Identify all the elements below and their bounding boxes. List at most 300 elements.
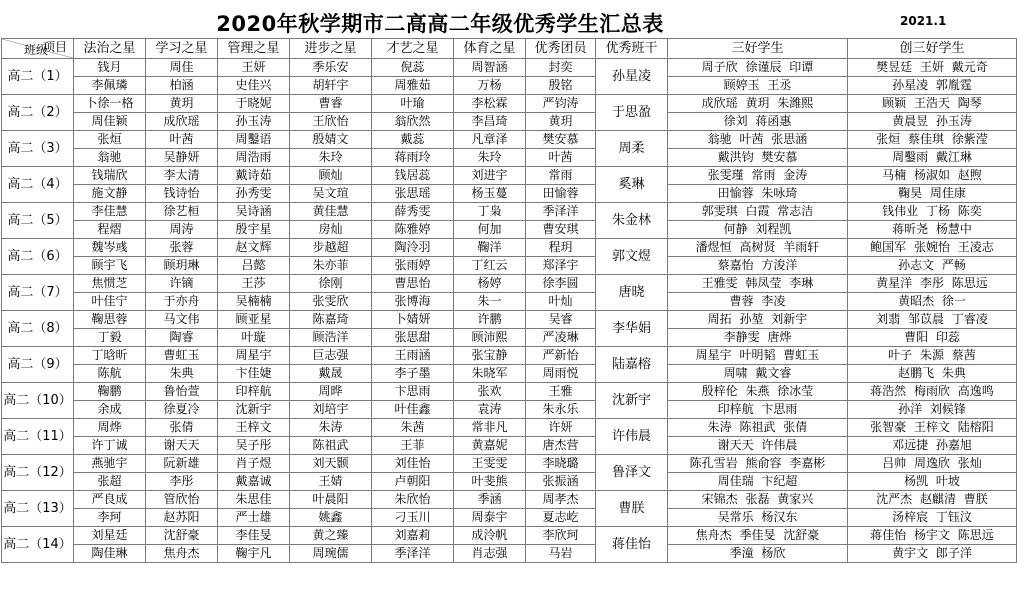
student-name-cell: 叶茜 xyxy=(526,149,596,167)
student-name-cell: 周雨悦 xyxy=(526,365,596,383)
student-name-cell: 孙玉涛 xyxy=(218,113,290,131)
award-names-cell: 郭雯琪 白霞 常志洁 xyxy=(668,203,848,221)
student-name-cell: 成泠帆 xyxy=(454,527,526,545)
outstanding-cadre-cell: 奚琳 xyxy=(596,167,668,203)
student-name-cell: 房灿 xyxy=(290,221,372,239)
student-name-cell: 曹睿 xyxy=(290,95,372,113)
table-row xyxy=(2,293,1017,311)
student-name-cell: 周佳 xyxy=(146,59,218,77)
student-name-cell: 叶璇 xyxy=(218,329,290,347)
award-names-cell: 沈严杰 赵麒清 曹朕 xyxy=(848,491,1017,509)
student-name-cell: 阮新雄 xyxy=(146,455,218,473)
student-name-cell: 徐刚 xyxy=(290,275,372,293)
student-name-cell: 许丁诚 xyxy=(74,437,146,455)
student-name-cell: 刘嘉莉 xyxy=(372,527,454,545)
student-name-cell: 鲁怡萱 xyxy=(146,383,218,401)
student-name-cell: 刁玉川 xyxy=(372,509,454,527)
student-name-cell: 周佳颖 xyxy=(74,113,146,131)
table-row xyxy=(2,455,1017,473)
student-name-cell: 李佩璘 xyxy=(74,77,146,95)
student-name-cell: 许镝 xyxy=(146,275,218,293)
student-name-cell: 倪蕊 xyxy=(372,59,454,77)
student-name-cell: 顾亚星 xyxy=(218,311,290,329)
student-name-cell: 李昌琦 xyxy=(454,113,526,131)
student-name-cell: 樊安慕 xyxy=(526,131,596,149)
student-name-cell: 巨志强 xyxy=(290,347,372,365)
award-names-cell: 孙星凌 郭胤霆 xyxy=(848,77,1017,95)
column-header: 优秀班干 xyxy=(596,39,668,59)
student-name-cell: 张思瑶 xyxy=(372,185,454,203)
student-name-cell: 朱晓军 xyxy=(454,365,526,383)
student-name-cell: 王雅 xyxy=(526,383,596,401)
student-name-cell: 叶斐熊 xyxy=(454,473,526,491)
table-row xyxy=(2,203,1017,221)
table-row xyxy=(2,185,1017,203)
award-names-cell: 黄星洋 李彤 陈思远 xyxy=(848,275,1017,293)
column-header: 法治之星 xyxy=(74,39,146,59)
outstanding-cadre-cell: 唐晓 xyxy=(596,275,668,311)
student-name-cell: 戴蕊 xyxy=(372,131,454,149)
award-names-cell: 鞠昊 周佳康 xyxy=(848,185,1017,203)
award-names-cell: 季潼 杨欣 xyxy=(668,545,848,563)
student-name-cell: 许鹏 xyxy=(454,311,526,329)
student-name-cell: 陶睿 xyxy=(146,329,218,347)
table-row xyxy=(2,437,1017,455)
student-name-cell: 吴子彤 xyxy=(218,437,290,455)
class-name-cell: 高二（10） xyxy=(2,383,74,419)
table-row xyxy=(2,113,1017,131)
student-name-cell: 张宝静 xyxy=(454,347,526,365)
student-name-cell: 张倩 xyxy=(146,419,218,437)
outstanding-cadre-cell: 沈新宇 xyxy=(596,383,668,419)
outstanding-cadre-cell: 郭文煜 xyxy=(596,239,668,275)
student-name-cell: 周烨 xyxy=(74,419,146,437)
award-names-cell: 谢天天 许伟晨 xyxy=(668,437,848,455)
student-name-cell: 王菲 xyxy=(372,437,454,455)
student-name-cell: 殷婧文 xyxy=(290,131,372,149)
column-header: 优秀团员 xyxy=(526,39,596,59)
award-names-cell: 周鑿雨 戴江琳 xyxy=(848,149,1017,167)
student-name-cell: 朱玲 xyxy=(454,149,526,167)
award-names-cell: 蔡嘉怡 方浚洋 xyxy=(668,257,848,275)
student-name-cell: 周鑿语 xyxy=(218,131,290,149)
student-name-cell: 陶佳琳 xyxy=(74,545,146,563)
student-name-cell: 肖志强 xyxy=(454,545,526,563)
award-names-cell: 翁驰 叶茜 张思涵 xyxy=(668,131,848,149)
table-row xyxy=(2,77,1017,95)
student-name-cell: 周孝杰 xyxy=(526,491,596,509)
award-names-cell: 何静 刘程凯 xyxy=(668,221,848,239)
award-names-cell: 蒋佳怡 杨宇文 陈思远 xyxy=(848,527,1017,545)
student-name-cell: 刘培宇 xyxy=(290,401,372,419)
student-name-cell: 曹安琪 xyxy=(526,221,596,239)
outstanding-cadre-cell: 陆嘉榕 xyxy=(596,347,668,383)
award-names-cell: 蒋昕尧 杨慧中 xyxy=(848,221,1017,239)
student-name-cell: 王婧 xyxy=(290,473,372,491)
student-name-cell: 李欣珂 xyxy=(526,527,596,545)
student-name-cell: 朱欣怡 xyxy=(372,491,454,509)
outstanding-cadre-cell: 李华娟 xyxy=(596,311,668,347)
student-name-cell: 郑泽宇 xyxy=(526,257,596,275)
table-row xyxy=(2,221,1017,239)
award-names-cell: 杨凯 叶坡 xyxy=(848,473,1017,491)
student-name-cell: 焦惯芝 xyxy=(74,275,146,293)
outstanding-cadre-cell: 曹朕 xyxy=(596,491,668,527)
student-name-cell: 张烜 xyxy=(74,131,146,149)
student-name-cell: 黄佳慧 xyxy=(290,203,372,221)
student-name-cell: 戴晟 xyxy=(290,365,372,383)
class-name-cell: 高二（8） xyxy=(2,311,74,347)
student-name-cell: 姚鑫 xyxy=(290,509,372,527)
award-names-cell: 顾颖 王浩天 陶琴 xyxy=(848,95,1017,113)
student-name-cell: 许妍 xyxy=(526,419,596,437)
award-names-cell: 顾婷玉 王丞 xyxy=(668,77,848,95)
student-name-cell: 吴文瑄 xyxy=(290,185,372,203)
student-name-cell: 徐李圆 xyxy=(526,275,596,293)
student-name-cell: 赵苏阳 xyxy=(146,509,218,527)
student-name-cell: 张蓉 xyxy=(146,239,218,257)
student-name-cell: 朱一 xyxy=(454,293,526,311)
award-names-cell: 周拓 孙堃 刘新宇 xyxy=(668,311,848,329)
award-names-cell: 朱涛 陈祖武 张倩 xyxy=(668,419,848,437)
student-name-cell: 王雨涵 xyxy=(372,347,454,365)
student-name-cell: 赵文辉 xyxy=(218,239,290,257)
student-name-cell: 夏志屹 xyxy=(526,509,596,527)
corner-project-label: 项目 xyxy=(42,40,67,54)
student-name-cell: 戴诗茹 xyxy=(218,167,290,185)
award-names-cell: 周佳瑞 卞纪超 xyxy=(668,473,848,491)
student-name-cell: 肖子煜 xyxy=(218,455,290,473)
student-name-cell: 严士雄 xyxy=(218,509,290,527)
award-names-cell: 陈孔雪岩 熊俞容 李嘉彬 xyxy=(668,455,848,473)
student-name-cell: 张博海 xyxy=(372,293,454,311)
award-names-cell: 曹蓉 李凌 xyxy=(668,293,848,311)
student-name-cell: 黄玥 xyxy=(526,113,596,131)
student-name-cell: 丁枭 xyxy=(454,203,526,221)
student-name-cell: 刘进宇 xyxy=(454,167,526,185)
class-name-cell: 高二（12） xyxy=(2,455,74,491)
table-row xyxy=(2,311,1017,329)
student-name-cell: 李太清 xyxy=(146,167,218,185)
outstanding-cadre-cell: 朱金林 xyxy=(596,203,668,239)
student-name-cell: 鞠思蓉 xyxy=(74,311,146,329)
student-name-cell: 王雯雯 xyxy=(454,455,526,473)
student-name-cell: 朱玲 xyxy=(290,149,372,167)
award-names-cell: 鲍国军 张婉怡 王凌志 xyxy=(848,239,1017,257)
student-name-cell: 沈舒豪 xyxy=(146,527,218,545)
award-names-cell: 汤梓宸 丁钰汶 xyxy=(848,509,1017,527)
column-header: 创三好学生 xyxy=(848,39,1017,59)
student-name-cell: 凡章泽 xyxy=(454,131,526,149)
student-name-cell: 常非凡 xyxy=(454,419,526,437)
student-name-cell: 吕懿 xyxy=(218,257,290,275)
student-name-cell: 万杨 xyxy=(454,77,526,95)
student-name-cell: 沈新宇 xyxy=(218,401,290,419)
student-name-cell: 朱茜 xyxy=(372,419,454,437)
table-row xyxy=(2,491,1017,509)
summary-table xyxy=(1,38,1017,563)
class-name-cell: 高二（4） xyxy=(2,167,74,203)
student-name-cell: 顾浩洋 xyxy=(290,329,372,347)
student-name-cell: 徐艺桓 xyxy=(146,203,218,221)
student-name-cell: 黄玥 xyxy=(146,95,218,113)
award-names-cell: 孙洋 刘候锋 xyxy=(848,401,1017,419)
class-name-cell: 高二（7） xyxy=(2,275,74,311)
student-name-cell: 唐杰营 xyxy=(526,437,596,455)
student-name-cell: 翁驰 xyxy=(74,149,146,167)
student-name-cell: 封奕 xyxy=(526,59,596,77)
student-name-cell: 朱思佳 xyxy=(218,491,290,509)
award-names-cell: 周子欣 徐谨辰 印谭 xyxy=(668,59,848,77)
award-names-cell: 吕帅 周逸欣 张灿 xyxy=(848,455,1017,473)
table-row xyxy=(2,329,1017,347)
table-row xyxy=(2,509,1017,527)
student-name-cell: 杨婷 xyxy=(454,275,526,293)
table-row xyxy=(2,131,1017,149)
student-name-cell: 卞思雨 xyxy=(372,383,454,401)
student-name-cell: 丁毅 xyxy=(74,329,146,347)
table-row xyxy=(2,365,1017,383)
student-name-cell: 成欣瑶 xyxy=(146,113,218,131)
table-row xyxy=(2,239,1017,257)
student-name-cell: 季涵 xyxy=(454,491,526,509)
table-row xyxy=(2,401,1017,419)
award-names-cell: 印梓航 卞思雨 xyxy=(668,401,848,419)
student-name-cell: 季乐安 xyxy=(290,59,372,77)
award-names-cell: 潘煜恒 高树贤 羊雨轩 xyxy=(668,239,848,257)
student-name-cell: 李彤 xyxy=(146,473,218,491)
table-row xyxy=(2,419,1017,437)
student-name-cell: 李佳慧 xyxy=(74,203,146,221)
award-names-cell: 王雅雯 韩凤莹 李琳 xyxy=(668,275,848,293)
student-name-cell: 刘星廷 xyxy=(74,527,146,545)
class-name-cell: 高二（2） xyxy=(2,95,74,131)
table-row xyxy=(2,59,1017,77)
table-row xyxy=(2,347,1017,365)
award-names-cell: 黄晨昱 孙玉涛 xyxy=(848,113,1017,131)
student-name-cell: 李佳旻 xyxy=(218,527,290,545)
student-name-cell: 陈嘉琦 xyxy=(290,311,372,329)
student-name-cell: 鞠鹏 xyxy=(74,383,146,401)
student-name-cell: 常雨 xyxy=(526,167,596,185)
student-name-cell: 叶佳鑫 xyxy=(372,401,454,419)
award-names-cell: 邓远捷 孙嘉旭 xyxy=(848,437,1017,455)
student-name-cell: 叶灿 xyxy=(526,293,596,311)
student-name-cell: 陈航 xyxy=(74,365,146,383)
student-name-cell: 翁欣然 xyxy=(372,113,454,131)
student-name-cell: 杨玉蔓 xyxy=(454,185,526,203)
student-name-cell: 柏涵 xyxy=(146,77,218,95)
student-name-cell: 马岩 xyxy=(526,545,596,563)
student-name-cell: 孙秀雯 xyxy=(218,185,290,203)
student-name-cell: 马文伟 xyxy=(146,311,218,329)
student-name-cell: 印梓航 xyxy=(218,383,290,401)
award-names-cell: 钱伟业 丁杨 陈奕 xyxy=(848,203,1017,221)
student-name-cell: 严钧涛 xyxy=(526,95,596,113)
student-name-cell: 朱涛 xyxy=(290,419,372,437)
outstanding-cadre-cell: 鲁泽文 xyxy=(596,455,668,491)
table-row xyxy=(2,275,1017,293)
student-name-cell: 吴楠楠 xyxy=(218,293,290,311)
award-names-cell: 戴洪钧 樊安慕 xyxy=(668,149,848,167)
student-name-cell: 殷宇星 xyxy=(218,221,290,239)
award-names-cell: 徐刘 蒋函惠 xyxy=(668,113,848,131)
outstanding-cadre-cell: 于思盈 xyxy=(596,95,668,131)
award-names-cell: 张烜 蔡佳琪 徐紫滢 xyxy=(848,131,1017,149)
student-name-cell: 王梓文 xyxy=(218,419,290,437)
student-name-cell: 顾沛熙 xyxy=(454,329,526,347)
student-name-cell: 卜徐一格 xyxy=(74,95,146,113)
student-name-cell: 顾宇飞 xyxy=(74,257,146,275)
student-name-cell: 周泰宇 xyxy=(454,509,526,527)
award-names-cell: 殷梓伦 朱燕 徐冰莹 xyxy=(668,383,848,401)
student-name-cell: 于晓妮 xyxy=(218,95,290,113)
student-name-cell: 徐夏冷 xyxy=(146,401,218,419)
column-header: 才艺之星 xyxy=(372,39,454,59)
date-label: 2021.1 xyxy=(900,14,947,28)
table-row xyxy=(2,149,1017,167)
table-row xyxy=(2,527,1017,545)
student-name-cell: 朱典 xyxy=(146,365,218,383)
student-name-cell: 李子墨 xyxy=(372,365,454,383)
column-header: 学习之星 xyxy=(146,39,218,59)
student-name-cell: 管欣怡 xyxy=(146,491,218,509)
student-name-cell: 季泽洋 xyxy=(526,203,596,221)
award-names-cell: 张雯瑾 常雨 金涛 xyxy=(668,167,848,185)
student-name-cell: 周智涵 xyxy=(454,59,526,77)
student-name-cell: 朱永乐 xyxy=(526,401,596,419)
class-name-cell: 高二（6） xyxy=(2,239,74,275)
student-name-cell: 陈雅婷 xyxy=(372,221,454,239)
column-header: 进步之星 xyxy=(290,39,372,59)
student-name-cell: 周晔 xyxy=(290,383,372,401)
student-name-cell: 严凌琳 xyxy=(526,329,596,347)
student-name-cell: 燕驰宇 xyxy=(74,455,146,473)
column-header: 管理之星 xyxy=(218,39,290,59)
student-name-cell: 张超 xyxy=(74,473,146,491)
student-name-cell: 焦舟杰 xyxy=(146,545,218,563)
student-name-cell: 周星宇 xyxy=(218,347,290,365)
student-name-cell: 张思甜 xyxy=(372,329,454,347)
column-header: 体育之星 xyxy=(454,39,526,59)
student-name-cell: 吴诗涵 xyxy=(218,203,290,221)
award-names-cell: 宋锦杰 张磊 黄家兴 xyxy=(668,491,848,509)
student-name-cell: 黄嘉妮 xyxy=(454,437,526,455)
student-name-cell: 叶茜 xyxy=(146,131,218,149)
student-name-cell: 田愉蓉 xyxy=(526,185,596,203)
student-name-cell: 刘天颢 xyxy=(290,455,372,473)
student-name-cell: 王欣怡 xyxy=(290,113,372,131)
student-name-cell: 丁晗昕 xyxy=(74,347,146,365)
class-name-cell: 高二（14） xyxy=(2,527,74,563)
student-name-cell: 余成 xyxy=(74,401,146,419)
award-names-cell: 叶子 朱源 蔡茜 xyxy=(848,347,1017,365)
student-name-cell: 王莎 xyxy=(218,275,290,293)
award-names-cell: 马楠 杨淑如 赵煦 xyxy=(848,167,1017,185)
outstanding-cadre-cell: 许伟晨 xyxy=(596,419,668,455)
student-name-cell: 王妍 xyxy=(218,59,290,77)
student-name-cell: 叶佳宁 xyxy=(74,293,146,311)
student-name-cell: 周雅茹 xyxy=(372,77,454,95)
student-name-cell: 鞠宇凡 xyxy=(218,545,290,563)
student-name-cell: 殷铭 xyxy=(526,77,596,95)
corner-class-label: 班级 xyxy=(24,43,49,57)
award-names-cell: 蒋浩然 梅雨欣 高逸鸣 xyxy=(848,383,1017,401)
student-name-cell: 谢天天 xyxy=(146,437,218,455)
student-name-cell: 张欢 xyxy=(454,383,526,401)
class-name-cell: 高二（11） xyxy=(2,419,74,455)
student-name-cell: 严良成 xyxy=(74,491,146,509)
student-name-cell: 顾玥琳 xyxy=(146,257,218,275)
award-names-cell: 田愉蓉 朱咏琦 xyxy=(668,185,848,203)
award-names-cell: 黄宇文 郎子洋 xyxy=(848,545,1017,563)
outstanding-cadre-cell: 蒋佳怡 xyxy=(596,527,668,563)
student-name-cell: 程玥 xyxy=(526,239,596,257)
table-row xyxy=(2,167,1017,185)
student-name-cell: 叶瑜 xyxy=(372,95,454,113)
table-row xyxy=(2,257,1017,275)
student-name-cell: 史佳兴 xyxy=(218,77,290,95)
student-name-cell: 严新怡 xyxy=(526,347,596,365)
table-row xyxy=(2,473,1017,491)
award-names-cell: 吴常乐 杨汉东 xyxy=(668,509,848,527)
student-name-cell: 卢朝阳 xyxy=(372,473,454,491)
student-name-cell: 蒋雨玲 xyxy=(372,149,454,167)
award-names-cell: 周星宇 叶明韬 曹虹玉 xyxy=(668,347,848,365)
class-name-cell: 高二（13） xyxy=(2,491,74,527)
class-name-cell: 高二（9） xyxy=(2,347,74,383)
award-names-cell: 孙志文 严畅 xyxy=(848,257,1017,275)
student-name-cell: 鞠洋 xyxy=(454,239,526,257)
student-name-cell: 袁涛 xyxy=(454,401,526,419)
student-name-cell: 吴睿 xyxy=(526,311,596,329)
table-row xyxy=(2,545,1017,563)
class-name-cell: 高二（1） xyxy=(2,59,74,95)
award-names-cell: 曹阳 印蕊 xyxy=(848,329,1017,347)
table-row xyxy=(2,383,1017,401)
student-name-cell: 李晓璐 xyxy=(526,455,596,473)
student-name-cell: 曹虹玉 xyxy=(146,347,218,365)
student-name-cell: 步越超 xyxy=(290,239,372,257)
student-name-cell: 黄之臻 xyxy=(290,527,372,545)
award-names-cell: 周啸 戴文睿 xyxy=(668,365,848,383)
student-name-cell: 胡轩宇 xyxy=(290,77,372,95)
student-name-cell: 卞佳婕 xyxy=(218,365,290,383)
student-name-cell: 于亦舟 xyxy=(146,293,218,311)
student-name-cell: 陶泠羽 xyxy=(372,239,454,257)
student-name-cell: 曹思怡 xyxy=(372,275,454,293)
corner-cell xyxy=(2,39,74,59)
student-name-cell: 叶晨阳 xyxy=(290,491,372,509)
student-name-cell: 薛秀雯 xyxy=(372,203,454,221)
award-names-cell: 李静雯 唐烨 xyxy=(668,329,848,347)
column-header: 三好学生 xyxy=(668,39,848,59)
student-name-cell: 李珂 xyxy=(74,509,146,527)
student-name-cell: 李松霖 xyxy=(454,95,526,113)
outstanding-cadre-cell: 孙星凌 xyxy=(596,59,668,95)
student-name-cell: 刘佳怡 xyxy=(372,455,454,473)
student-name-cell: 钱居蕊 xyxy=(372,167,454,185)
table-row xyxy=(2,95,1017,113)
student-name-cell: 戴嘉诚 xyxy=(218,473,290,491)
student-name-cell: 张振涵 xyxy=(526,473,596,491)
student-name-cell: 周浩雨 xyxy=(218,149,290,167)
award-names-cell: 黄昭杰 徐一 xyxy=(848,293,1017,311)
student-name-cell: 周琬儒 xyxy=(290,545,372,563)
student-name-cell: 施文静 xyxy=(74,185,146,203)
student-name-cell: 周涛 xyxy=(146,221,218,239)
outstanding-cadre-cell: 周柔 xyxy=(596,131,668,167)
